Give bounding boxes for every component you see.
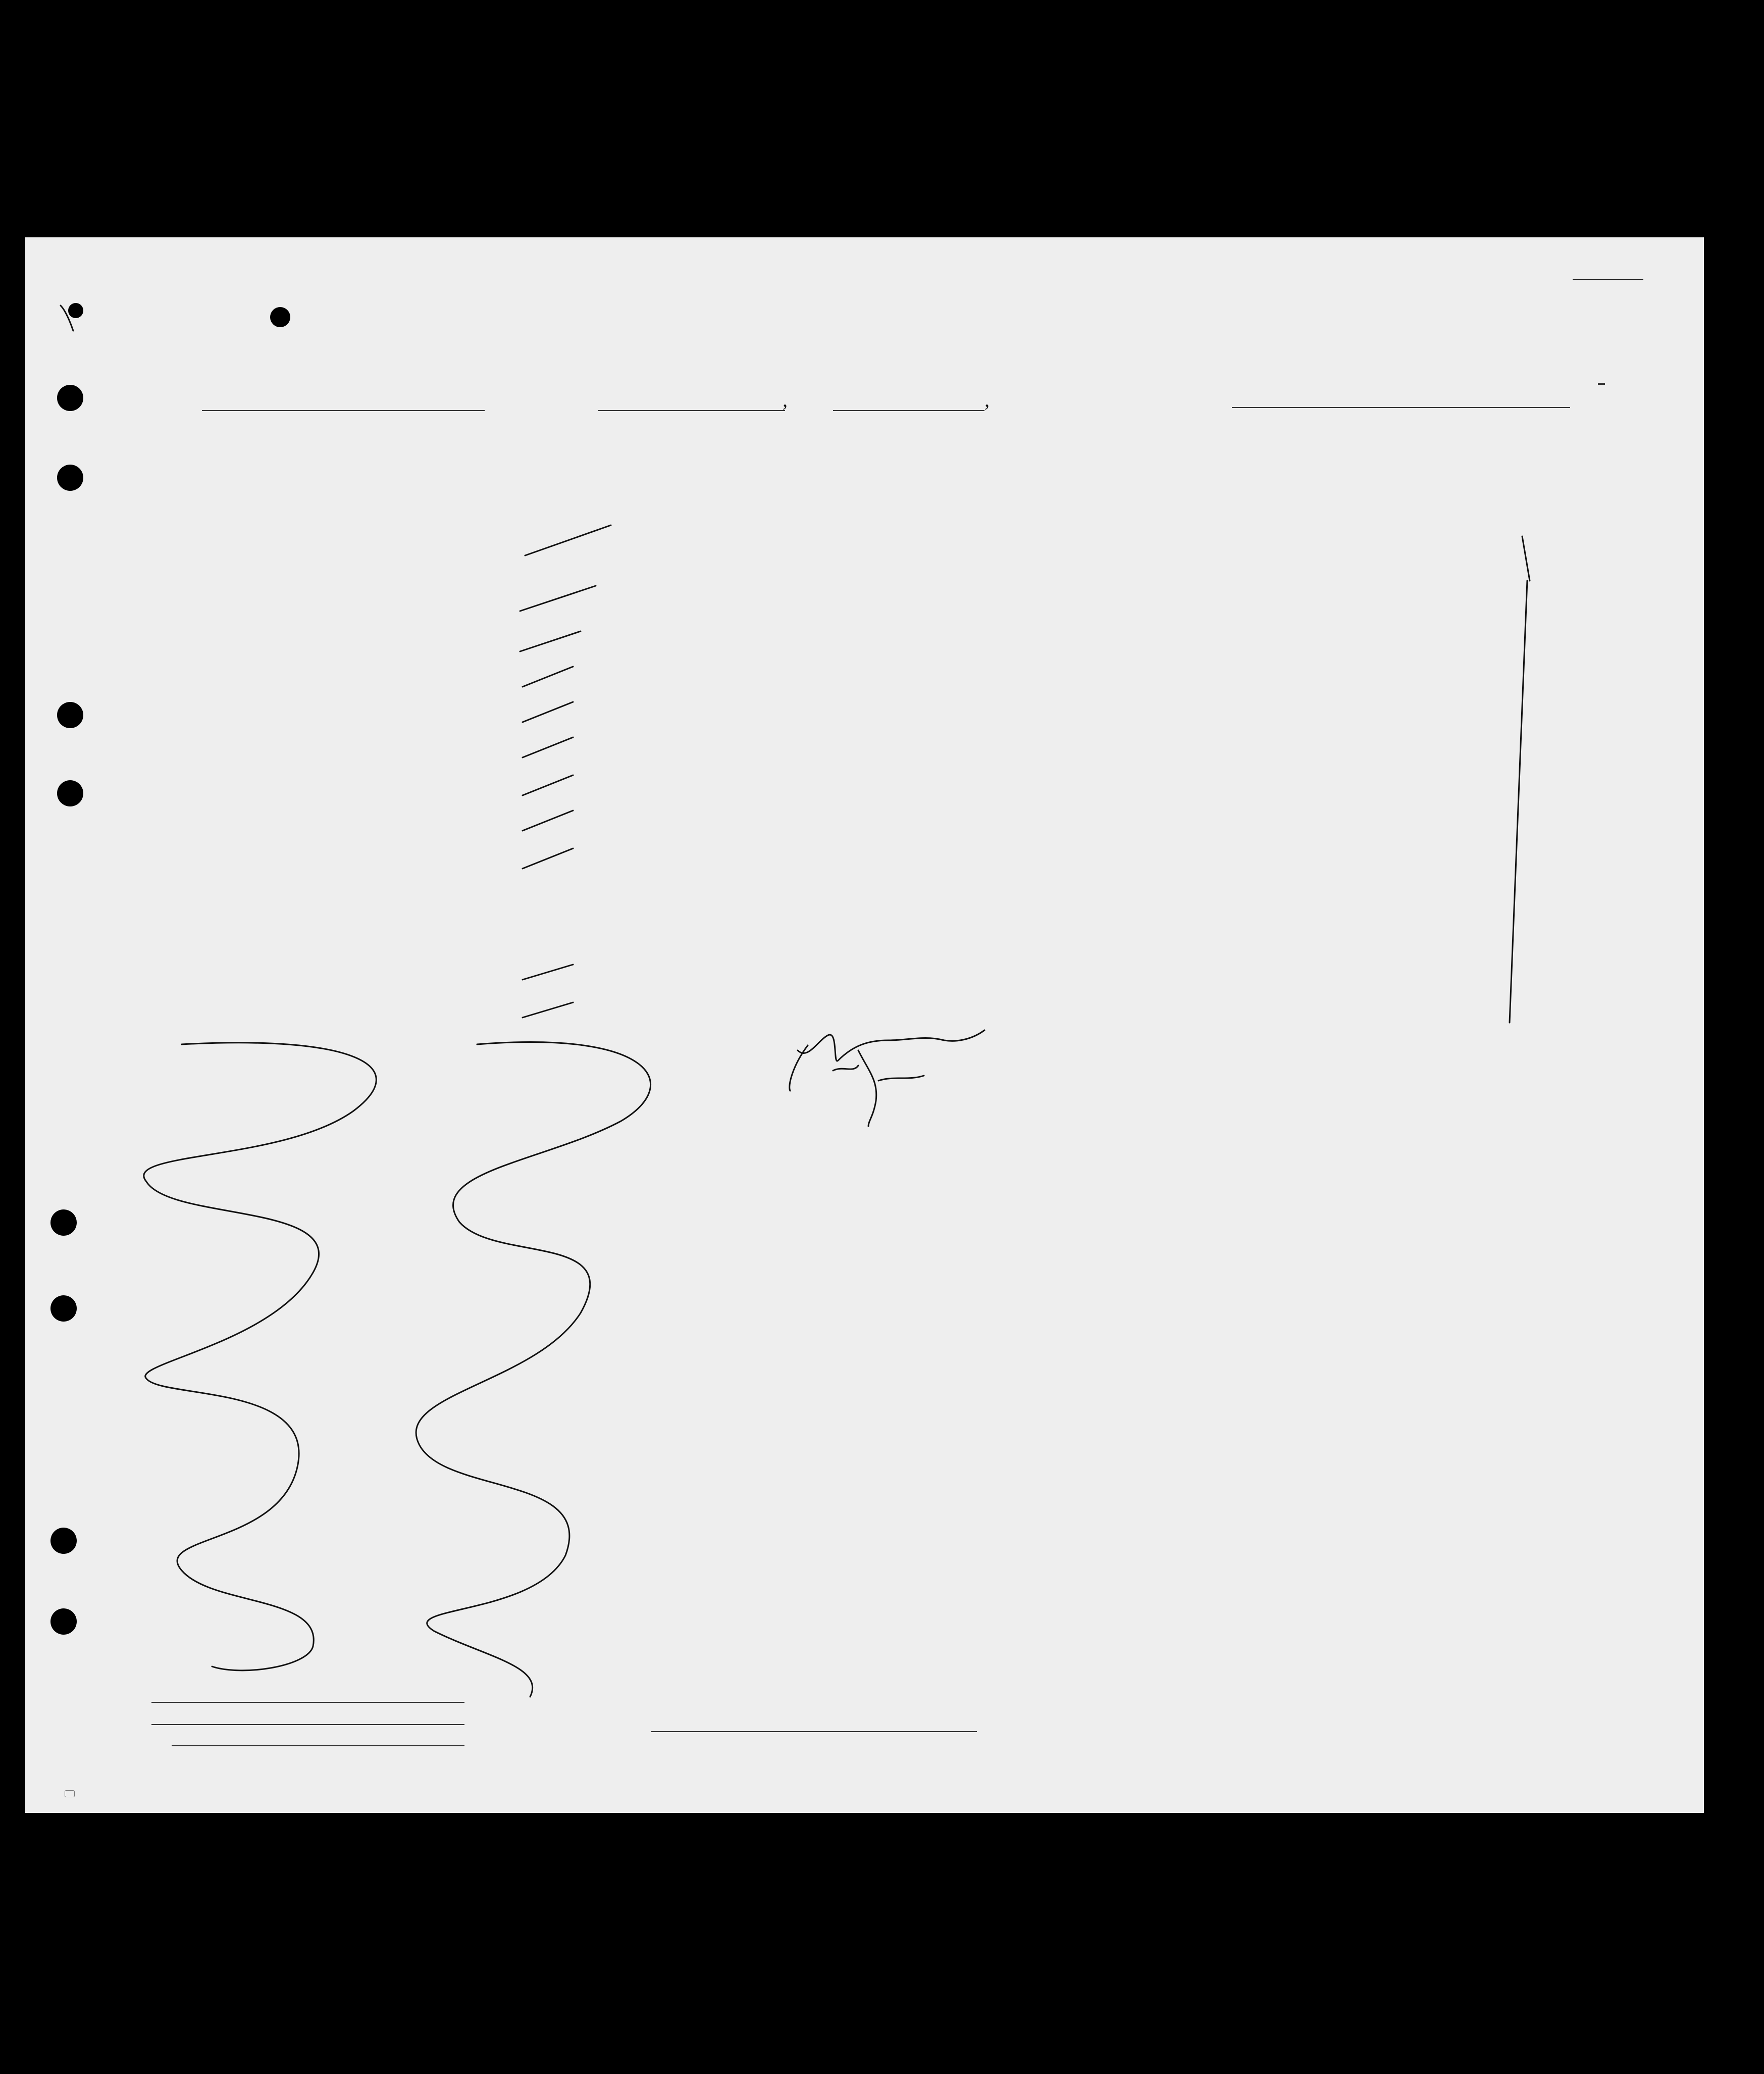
service-tick-5 [523,702,573,722]
remarks-bracket [1510,581,1527,1023]
service-tick-6 [523,737,573,757]
service-tick-11 [523,1002,573,1018]
service-tick-9 [523,848,573,869]
service-tick-3 [520,631,581,651]
service-tick-1 [525,525,611,555]
remarks-bracket-top [1522,536,1530,581]
service-tick-4 [523,667,573,687]
void-squiggle-left [144,1043,377,1671]
service-tick-2 [520,586,596,611]
comma-2: , [984,388,990,411]
corner-scratch [61,306,73,331]
void-squiggle-right [416,1042,651,1697]
service-tick-8 [523,811,573,831]
service-tick-7 [523,775,573,795]
inspector-signature [790,1030,984,1126]
service-tick-10 [523,965,573,980]
comma-1: , [783,388,788,411]
